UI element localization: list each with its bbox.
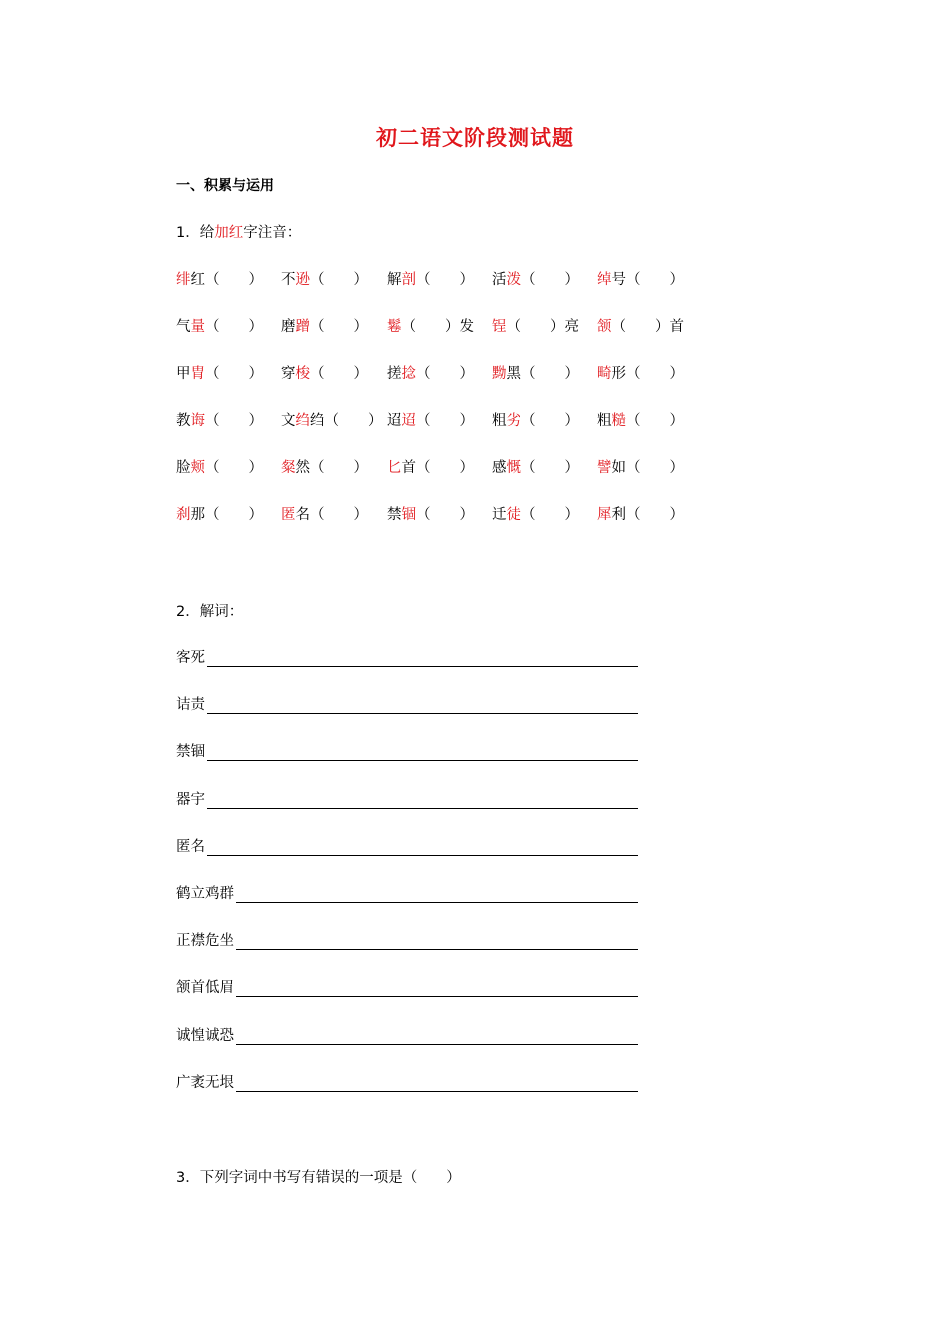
answer-blank[interactable]: （ ） <box>310 366 368 382</box>
answer-blank[interactable]: （ ） <box>324 413 383 429</box>
plain-char: 脸 <box>176 460 191 476</box>
question-1-prefix: 1．给 <box>176 225 215 241</box>
answer-line[interactable] <box>207 760 638 761</box>
answer-blank[interactable]: （ ） <box>205 319 263 335</box>
word-term: 广袤无垠 <box>176 1074 234 1091</box>
plain-char: 绉 <box>310 413 325 429</box>
pinyin-item <box>281 409 383 430</box>
highlighted-char: 锢 <box>401 507 416 523</box>
answer-blank[interactable]: （ ） <box>416 460 474 476</box>
question-3: 3．下列字词中书写有错误的一项是（ ） <box>176 1170 461 1186</box>
plain-char: 那 <box>190 507 205 523</box>
pinyin-item <box>176 315 263 336</box>
highlighted-char: 捻 <box>401 366 416 382</box>
answer-blank[interactable]: （ ） <box>310 272 368 288</box>
word-term: 鹤立鸡群 <box>176 885 234 902</box>
highlighted-char: 畸 <box>597 366 612 382</box>
pinyin-item <box>281 268 368 289</box>
word-term: 禁锢 <box>176 744 205 761</box>
answer-line[interactable] <box>207 713 638 714</box>
pinyin-item <box>492 456 579 477</box>
highlighted-char: 绰 <box>597 272 612 288</box>
answer-line[interactable] <box>207 808 638 809</box>
highlighted-char: 迢 <box>401 413 416 429</box>
answer-blank[interactable]: （ ） <box>205 460 263 476</box>
highlighted-char: 蹭 <box>295 319 310 335</box>
answer-blank[interactable]: （ ） <box>521 272 579 288</box>
plain-char: 不 <box>281 272 296 288</box>
answer-blank[interactable]: （ ） <box>205 507 263 523</box>
answer-line[interactable] <box>236 949 638 950</box>
answer-line[interactable] <box>207 855 638 856</box>
plain-char: 红 <box>190 272 205 288</box>
word-term: 颔首低眉 <box>176 980 234 997</box>
pinyin-item <box>176 362 263 383</box>
highlighted-char: 剖 <box>401 272 416 288</box>
answer-line[interactable] <box>207 666 638 667</box>
pinyin-row <box>176 403 736 450</box>
highlighted-char: 犀 <box>597 507 612 523</box>
plain-char: 磨 <box>281 319 296 335</box>
word-term: 诘责 <box>176 697 205 714</box>
answer-blank[interactable]: （ ） <box>416 366 474 382</box>
answer-blank[interactable]: （ ） <box>310 460 368 476</box>
question-1-highlight: 加红 <box>214 225 244 241</box>
plain-char: 甲 <box>176 366 191 382</box>
answer-blank[interactable]: （ ） <box>626 507 684 523</box>
answer-blank[interactable]: （ ） <box>205 272 263 288</box>
highlighted-char: 胄 <box>190 366 205 382</box>
pinyin-item <box>492 268 579 289</box>
plain-char: 搓 <box>387 366 402 382</box>
highlighted-char: 绉 <box>295 413 310 429</box>
answer-line[interactable] <box>236 1044 638 1045</box>
question-1-suffix: 字注音： <box>243 225 302 241</box>
highlighted-char: 匕 <box>387 460 402 476</box>
pinyin-item <box>597 315 684 336</box>
pinyin-item <box>492 362 579 383</box>
answer-blank[interactable]: （ ） <box>521 460 579 476</box>
pinyin-item <box>597 409 684 430</box>
highlighted-char: 刹 <box>176 507 191 523</box>
answer-blank[interactable]: （ ）亮 <box>506 319 579 335</box>
highlighted-char: 颔 <box>597 319 612 335</box>
pinyin-item <box>281 362 368 383</box>
plain-char: 穿 <box>281 366 296 382</box>
highlighted-char: 量 <box>190 319 205 335</box>
pinyin-item <box>597 503 684 524</box>
plain-char: 文 <box>281 413 296 429</box>
answer-blank[interactable]: （ ） <box>205 413 263 429</box>
pinyin-item <box>176 409 263 430</box>
plain-char: 活 <box>492 272 507 288</box>
answer-line[interactable] <box>236 902 638 903</box>
answer-line[interactable] <box>236 1091 638 1092</box>
highlighted-char: 糙 <box>611 413 626 429</box>
answer-blank[interactable]: （ ） <box>416 413 474 429</box>
plain-char: 解 <box>387 272 402 288</box>
pinyin-item <box>387 362 474 383</box>
pinyin-item <box>492 409 579 430</box>
highlighted-char: 颊 <box>190 460 205 476</box>
answer-blank[interactable]: （ ） <box>626 413 684 429</box>
answer-blank[interactable]: （ ） <box>205 366 263 382</box>
pinyin-item <box>281 503 368 524</box>
highlighted-char: 粲 <box>281 460 296 476</box>
answer-line[interactable] <box>236 996 638 997</box>
pinyin-item <box>492 503 579 524</box>
plain-char: 迁 <box>492 507 507 523</box>
page-title: 初二语文阶段测试题 <box>376 125 574 150</box>
pinyin-row <box>176 450 736 497</box>
answer-blank[interactable]: （ ） <box>626 366 684 382</box>
plain-char: 感 <box>492 460 507 476</box>
plain-char: 号 <box>611 272 626 288</box>
highlighted-char: 绯 <box>176 272 191 288</box>
plain-char: 如 <box>611 460 626 476</box>
pinyin-item <box>176 456 263 477</box>
pinyin-item <box>176 503 263 524</box>
answer-blank[interactable]: （ ） <box>310 319 368 335</box>
highlighted-char: 匿 <box>281 507 296 523</box>
plain-char: 气 <box>176 319 191 335</box>
word-term: 诚惶诚恐 <box>176 1027 234 1044</box>
highlighted-char: 逊 <box>295 272 310 288</box>
answer-blank[interactable]: （ ） <box>416 272 474 288</box>
pinyin-row <box>176 356 736 403</box>
answer-blank[interactable]: （ ） <box>521 366 579 382</box>
pinyin-item <box>597 268 684 289</box>
pinyin-item <box>597 362 684 383</box>
highlighted-char: 徒 <box>506 507 521 523</box>
plain-char: 然 <box>295 460 310 476</box>
pinyin-row <box>176 309 736 356</box>
plain-char: 粗 <box>597 413 612 429</box>
highlighted-char: 劣 <box>506 413 521 429</box>
plain-char: 黑 <box>506 366 521 382</box>
plain-char: 粗 <box>492 413 507 429</box>
answer-blank[interactable]: （ ） <box>521 507 579 523</box>
answer-blank[interactable]: （ ） <box>416 507 474 523</box>
answer-blank[interactable]: （ ） <box>626 460 684 476</box>
section-heading: 一、积累与运用 <box>176 178 274 194</box>
answer-blank[interactable]: （ ） <box>310 507 368 523</box>
highlighted-char: 譬 <box>597 460 612 476</box>
pinyin-item <box>387 268 474 289</box>
word-term: 正襟危坐 <box>176 933 234 950</box>
word-term: 器宇 <box>176 791 205 808</box>
highlighted-char: 诲 <box>190 413 205 429</box>
plain-char: 首 <box>401 460 416 476</box>
pinyin-item <box>281 315 368 336</box>
plain-char: 利 <box>611 507 626 523</box>
pinyin-row <box>176 497 736 544</box>
pinyin-item <box>492 315 579 336</box>
answer-blank[interactable]: （ ） <box>521 413 579 429</box>
pinyin-item <box>387 409 474 430</box>
question-1 <box>176 221 301 242</box>
highlighted-char: 梭 <box>295 366 310 382</box>
highlighted-char: 鬈 <box>387 319 402 335</box>
pinyin-item <box>387 315 474 336</box>
plain-char: 名 <box>295 507 310 523</box>
answer-blank[interactable]: （ ）首 <box>611 319 684 335</box>
answer-blank[interactable]: （ ）发 <box>401 319 474 335</box>
pinyin-grid <box>176 262 736 544</box>
highlighted-char: 黝 <box>492 366 507 382</box>
highlighted-char: 锃 <box>492 319 507 335</box>
pinyin-item <box>387 503 474 524</box>
pinyin-row <box>176 262 736 309</box>
highlighted-char: 慨 <box>506 460 521 476</box>
word-term: 匿名 <box>176 838 205 855</box>
question-2: 2．解词： <box>176 604 244 620</box>
pinyin-item <box>597 456 684 477</box>
plain-char: 形 <box>611 366 626 382</box>
highlighted-char: 泼 <box>506 272 521 288</box>
plain-char: 迢 <box>387 413 402 429</box>
answer-blank[interactable]: （ ） <box>626 272 684 288</box>
plain-char: 教 <box>176 413 191 429</box>
word-term: 客死 <box>176 650 205 666</box>
pinyin-item <box>176 268 263 289</box>
plain-char: 禁 <box>387 507 402 523</box>
pinyin-item <box>387 456 474 477</box>
pinyin-item <box>281 456 368 477</box>
